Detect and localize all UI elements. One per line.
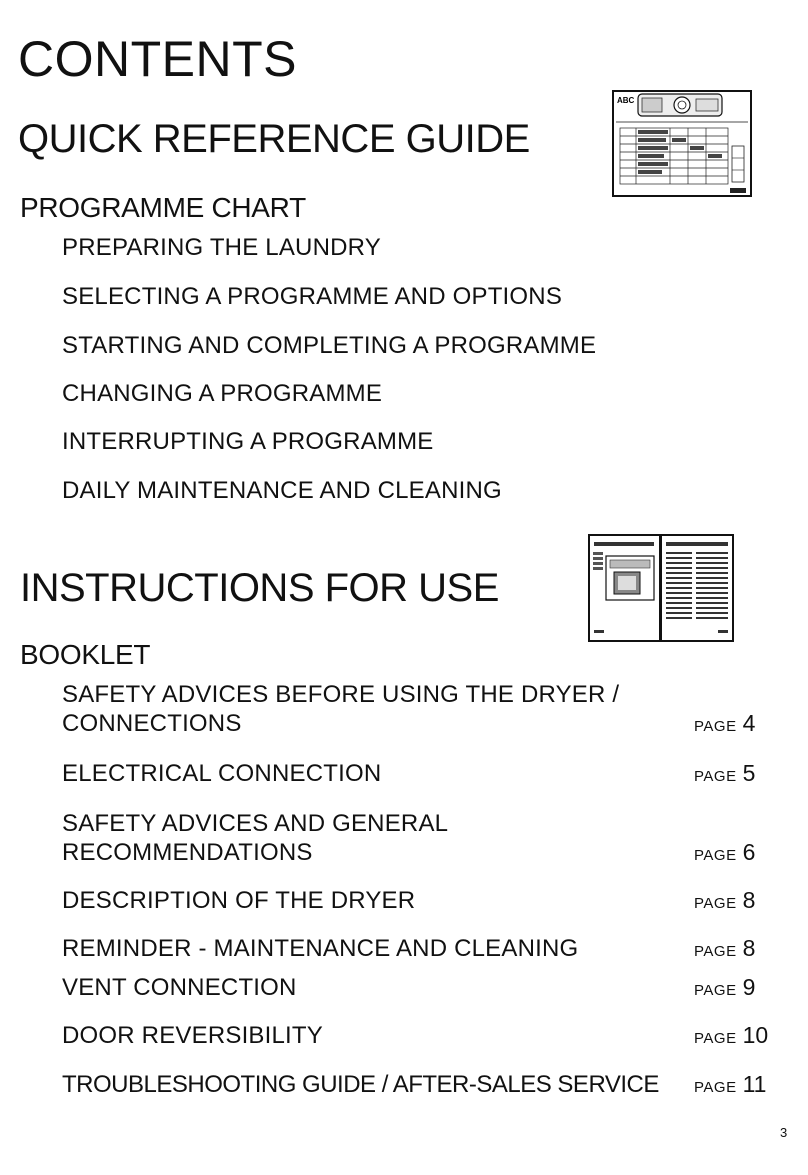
instructions-heading: INSTRUCTIONS FOR USE [20,566,499,610]
toc-entry-line: VENT CONNECTION [62,974,297,1001]
thumbnail-label: ABC [617,96,635,105]
booklet-subheading: BOOKLET [20,639,151,670]
toc-entry-line: TROUBLESHOOTING GUIDE / AFTER-SALES SERVICE [62,1071,659,1098]
toc-page-ref [694,839,755,866]
quick-ref-item: DAILY MAINTENANCE AND CLEANING [62,477,502,504]
page-number: 10 [742,1022,769,1048]
toc-entry-line: CONNECTIONS [62,710,242,737]
toc-entry-line: ELECTRICAL CONNECTION [62,760,382,787]
page-word: PAGE [694,1079,737,1096]
toc-entry-line: RECOMMENDATIONS [62,839,313,866]
page-word: PAGE [694,982,737,999]
toc-entry-line: DOOR REVERSIBILITY [62,1022,323,1049]
page-word: PAGE [694,943,737,960]
page-word: PAGE [694,768,737,785]
quick-reference-heading: QUICK REFERENCE GUIDE [18,117,530,161]
page-word: PAGE [694,895,737,912]
page-number: 8 [742,935,756,961]
page-number: 4 [742,710,756,736]
toc-page-ref [694,935,755,962]
page-number: 6 [742,839,756,865]
toc-entry-line: SAFETY ADVICES BEFORE USING THE DRYER / [62,681,620,708]
booklet-thumbnail-icon [588,534,734,642]
toc-entry-line: SAFETY ADVICES AND GENERAL [62,810,449,837]
page-number: 8 [742,887,756,913]
quick-ref-item: CHANGING A PROGRAMME [62,380,383,407]
page-word: PAGE [694,847,737,864]
toc-page-ref [694,1071,766,1098]
page-number: 9 [742,974,756,1000]
toc-page-ref [694,760,755,787]
toc-entry-line: DESCRIPTION OF THE DRYER [62,887,416,914]
toc-page-ref [694,710,755,737]
quick-ref-item: STARTING AND COMPLETING A PROGRAMME [62,332,597,359]
quick-ref-item: INTERRUPTING A PROGRAMME [62,428,434,455]
quick-ref-item: PREPARING THE LAUNDRY [62,234,381,261]
programme-chart-subheading: PROGRAMME CHART [20,192,306,223]
page-word: PAGE [694,718,737,735]
contents-title: CONTENTS [18,31,297,87]
page-number-footer: 3 [780,1125,788,1140]
programme-chart-thumbnail-icon [612,90,752,197]
page-number: 5 [742,760,756,786]
page-word: PAGE [694,1030,737,1047]
toc-page-ref [694,887,755,914]
page-number: 11 [742,1071,767,1097]
toc-entry-line: REMINDER - MAINTENANCE AND CLEANING [62,935,579,962]
toc-page-ref [694,1022,768,1049]
toc-page-ref [694,974,755,1001]
quick-ref-item: SELECTING A PROGRAMME AND OPTIONS [62,283,563,310]
